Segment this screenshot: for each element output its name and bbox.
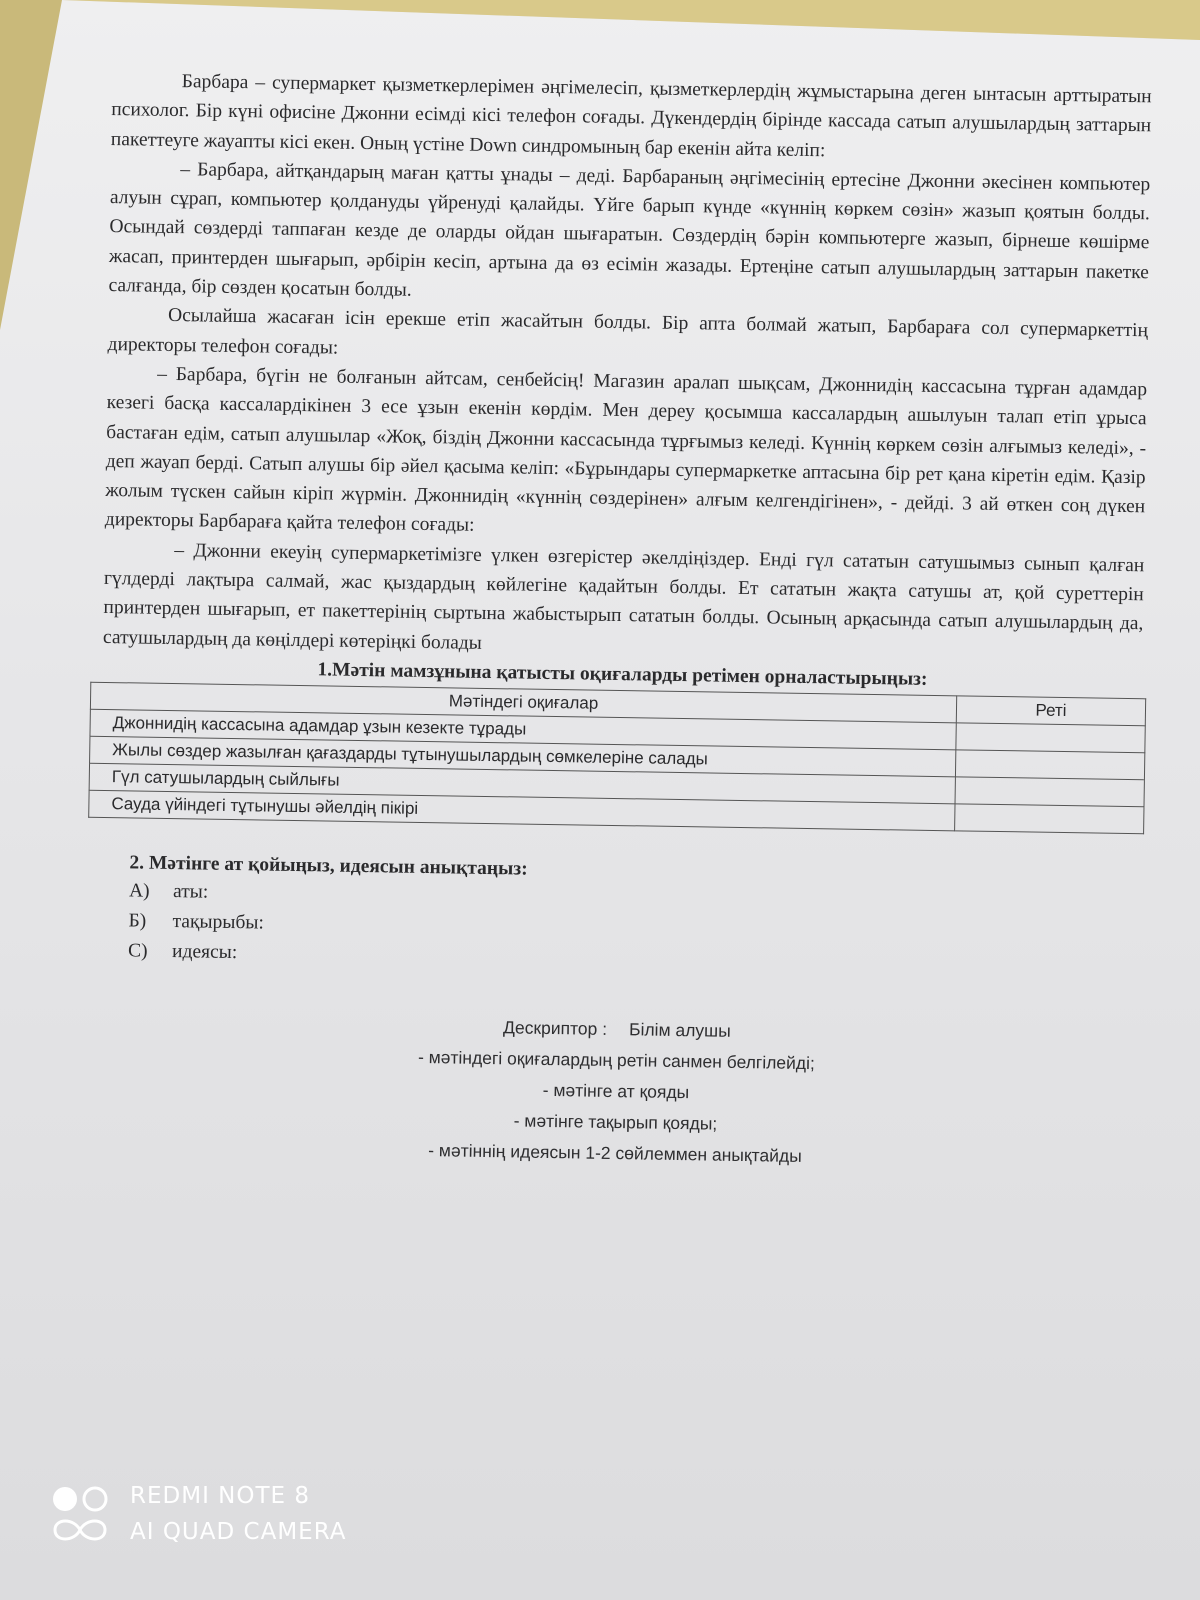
paragraph: – Джонни екеуің супермаркетімізге үлкен өзгерістер әкелдіңіздер. Енді гүл сататын сатушымыз сынып қалған гүлдерді лақтыра салмай, жас қыздардың көйлегіне қадайтын болды. Ет сататын жақта сатушы ат, қой суреттерін принтерден шығарып, ет пакеттерінің сыртына жабыстырып сататын болды. Осының арқасында сатып алушылардың да, сатушылардың да көңілдері көтеріңкі болады [102,539,1145,654]
order-cell[interactable] [956,723,1145,753]
descriptor-block [95,1006,1137,1177]
task2-section [128,852,1140,978]
order-cell[interactable] [955,777,1144,807]
event-cell: Сауда үйіндегі тұтынушы әйелдің пікірі [89,790,955,831]
answer-prompt: аты: [172,880,209,903]
events-column-header: Мәтіндегі оқиғалар [90,682,956,723]
paragraph: – Барбара, бүгін не болғанын айтсам, сенбейсің! Магазин аралап шықсам, Джоннидің кассасына тұрған адамдар кезегі басқа кассалардікінен 3 есе ұзын екенін көрдім. Мен дереу қосымша кассалардың ашылуын талап етіп ұрыса бастаған едім, сатып алушылар «Жоқ, біздің Джонни кассасында тұрғымыз келеді. Күннің көркем сөзін алғымыз келеді», - деп жауап берді. Сатып алушы бір әйел қасыма келіп: «Бұрындары супермаркетке аптасына бір рет қана кіретін едім. Қазір жолым түскен сайын кіріп жүрмін. Джоннидің «күннің сөздерінен» алғым келгендігінен», - дейді. 3 ай өткен соң дүкен директоры Барбараға қайта телефон соғады: [104,363,1148,537]
order-column-header: Реті [956,696,1145,726]
descriptor-label: Дескриптор : [502,1017,608,1039]
descriptor-line: - мәтінге ат қояды [542,1079,690,1103]
descriptor-subject: Білім алушы [628,1019,731,1041]
answer-label: Б) [128,910,147,932]
order-cell[interactable] [955,750,1144,780]
task2-title: 2. Мәтінге ат қойыңыз, идеясын анықтаңыз: [129,852,528,880]
order-cell[interactable] [955,804,1144,834]
watermark-model: REDMI NOTE 8 [130,1483,310,1509]
paragraph: Осылайша жасаған ісін ерекше етіп жасайтын болды. Бір апта болмай жатып, Барбараға сол супермаркеттің директоры телефон соғады: [107,305,1149,359]
story-text [103,66,1152,668]
events-table [88,682,1146,835]
descriptor-line: - мәтіннің идеясын 1-2 сөйлеммен анықтайды [428,1140,802,1166]
task1-title: 1.Мәтін мамзұнына қатысты оқиғаларды ретімен орналастырыңыз: [317,659,928,690]
answer-label: А) [128,880,150,902]
descriptor-line: - мәтіндегі оқиғалардың ретін санмен белгілейді; [417,1046,816,1074]
answer-label: С) [127,940,148,962]
event-cell: Гүл сатушылардың сыйлығы [89,763,955,804]
answer-item [128,940,1138,978]
answer-prompt: тақырыбы: [172,910,265,934]
paragraph: – Барбара, айтқандарың маған қатты ұнады – деді. Барбараның әңгімесінің ертесіне Джонни әкесінен компьютер алуын сұрап, компьютер қолдануды үйренуді қалайды. Үйге барып күнде «күннің көркем сөзін» жазып қоятын болды. Осындай сөздерді таппаған кезде де оларды ойдан шығаратын. Сөздердің бәрін компьютерге жазып, бірнеше көшірме жасап, принтерден шығарып, әрбірін кесіп, артына да өз есімін жазады. Ертеңіне сатып алушылардың заттарын пакетке салғанда, бір сөзден қосатын болды. [108,158,1151,301]
camera-logo-icon [52,1484,108,1546]
descriptor-line: - мәтінге тақырып қояды; [513,1110,718,1134]
paragraph: Барбара – супермаркет қызметкерлерімен әңгімелесіп, қызметкерлердің жұмыстарына деген ынтасын арттыратын психолог. Бір күні офисіне Джонни есімді кісі телефон соғады. Дүкендердің бірінде кассада сатып алушылардың заттарын пакеттеуге жауапты кісі екен. Оның үстіне Down синдромының бар екенін айта келіп: [110,71,1152,161]
event-cell: Жылы сөздер жазылған қағаздарды тұтынушылардың сөмкелеріне салады [90,736,956,777]
event-cell: Джоннидің кассасына адамдар ұзын кезекте тұрады [90,709,956,750]
watermark-camera: AI QUAD CAMERA [130,1519,347,1545]
camera-watermark [52,1478,346,1550]
answer-prompt: идеясы: [171,940,238,964]
document-content [95,66,1152,1177]
